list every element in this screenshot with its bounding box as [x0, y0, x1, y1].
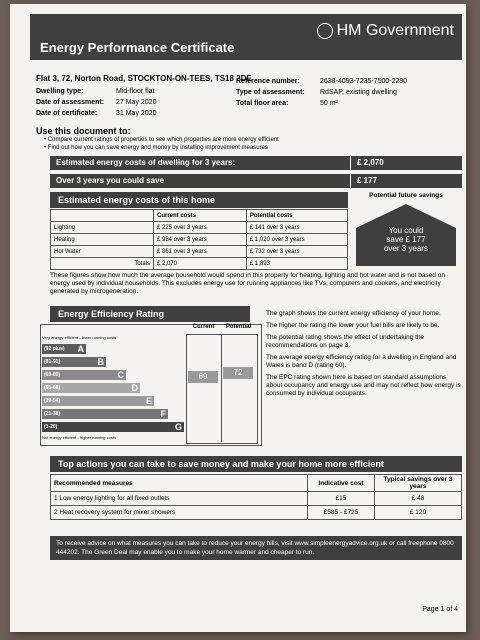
current-header: Current	[192, 324, 215, 330]
savings-callout: You could save £ 177 over 3 years	[383, 226, 429, 253]
note-item: The average energy efficiency rating for a dwelling in England and Wales is band D (rating 60).	[266, 354, 457, 369]
note-item: The EPC rating shown here is based on standard assumptions about occupancy and energy use and may not reflect how energy is consumed by individual occupants.	[266, 374, 461, 397]
note-item: The graph shows the current energy efficiency of your home.	[266, 310, 441, 317]
band-g: (1-20) G	[44, 422, 182, 432]
table-row: 1 Low energy lighting for all fixed outlets £15 £ 48	[51, 492, 462, 506]
summary-cost-bar: Estimated energy costs of dwelling for 3 years: £ 2,070	[50, 156, 462, 170]
band-b: (81-91) B	[44, 357, 104, 367]
potential-header: Potential	[225, 324, 252, 330]
detail-row: Type of assessment: RdSAP, existing dwelling	[236, 89, 397, 96]
bullet-item: • Compare current ratings of properties to see which properties are more energy efficient	[44, 137, 279, 143]
address: Flat 3, 72, Norton Road, STOCKTON-ON-TEES, TS18 2DE	[36, 74, 252, 83]
detail-row: Date of assessment: 27 May 2020	[36, 99, 157, 106]
table-row: Heating £ 984 over 3 years £ 1,020 over 3 years	[51, 234, 348, 246]
use-title: Use this document to:	[36, 126, 131, 136]
detail-row: Dwelling type: Mid-floor flat	[36, 88, 155, 95]
crest-icon	[317, 23, 333, 39]
note-item: The potential rating shows the effect of undertaking the recommendations on page 3.	[266, 334, 425, 349]
summary-save-bar: Over 3 years you could save £ 177	[50, 174, 462, 188]
band-e: (39-54) E	[44, 396, 152, 406]
rating-columns	[186, 334, 258, 444]
details-right	[236, 76, 407, 109]
cost-note: These figures show how much the average household would spend in this property for heating, lighting and hot water and is not based on energy used by individual households. This excludes energy use for running appliances like TVs, computers and cookers, and electricity generated by microgeneration.	[50, 272, 445, 295]
band-a: (92 plus) A	[44, 344, 84, 354]
band-c: (69-80) C	[44, 370, 124, 380]
page-title: Energy Performance Certificate	[40, 40, 235, 55]
gov-name: HM Government	[336, 22, 454, 39]
advice-banner: To receive advice on what measures you can take to reduce your energy bills, visit www.simpleenergyadvice.org.uk or call freephone 0800 444202. The Green Deal may enable you to make your home warmer and cheaper to run.	[50, 536, 462, 560]
table-header: Current costs Potential costs	[51, 210, 348, 222]
gov-brand	[317, 22, 454, 40]
future-savings-header: Potential future savings	[369, 192, 443, 199]
band-d: (55-68) D	[44, 383, 138, 393]
table-header: Recommended measures Indicative cost Typical savings over 3 years	[51, 475, 462, 492]
detail-row: Date of certificate: 31 May 2020	[36, 110, 157, 117]
details-left	[36, 86, 156, 119]
detail-row: Reference number: 2638-4093-7235-7500-2290	[236, 78, 408, 85]
efficient-label: Very energy efficient - lower running costs	[42, 335, 117, 340]
certificate-page	[10, 4, 466, 632]
costs-title: Estimated energy costs of this home	[50, 192, 348, 208]
actions-table	[50, 474, 462, 520]
page-number: Page 1 of 4	[422, 606, 458, 613]
rating-title: Energy Efficiency Rating	[50, 306, 250, 322]
table-row: 2 Heat recovery system for mixer showers £585 - £725 £ 129	[51, 506, 462, 520]
totals-row: Totals £ 2,070 £ 1,893	[51, 258, 348, 270]
detail-row: Total floor area: 50 m²	[236, 100, 338, 107]
rating-notes	[266, 310, 462, 398]
table-row: Hot Water £ 861 over 3 years £ 732 over 3 years	[51, 246, 348, 258]
table-row: Lighting £ 225 over 3 years £ 141 over 3 years	[51, 222, 348, 234]
band-f: (21-38) F	[44, 409, 166, 419]
note-item: The higher the rating the lower your fuel bills are likely to be.	[266, 322, 440, 329]
actions-title: Top actions you can take to save money and make your home more efficient	[50, 456, 462, 472]
inefficient-label: Not energy efficient - higher running costs	[42, 435, 116, 440]
header-bar	[30, 14, 462, 60]
bullet-item: • Find out how you can save energy and money by installing improvement measures	[44, 145, 268, 151]
column-divider	[221, 334, 222, 442]
current-rating-arrow: 69	[188, 371, 218, 383]
potential-rating-arrow: 72	[223, 367, 253, 379]
costs-table	[50, 209, 348, 270]
